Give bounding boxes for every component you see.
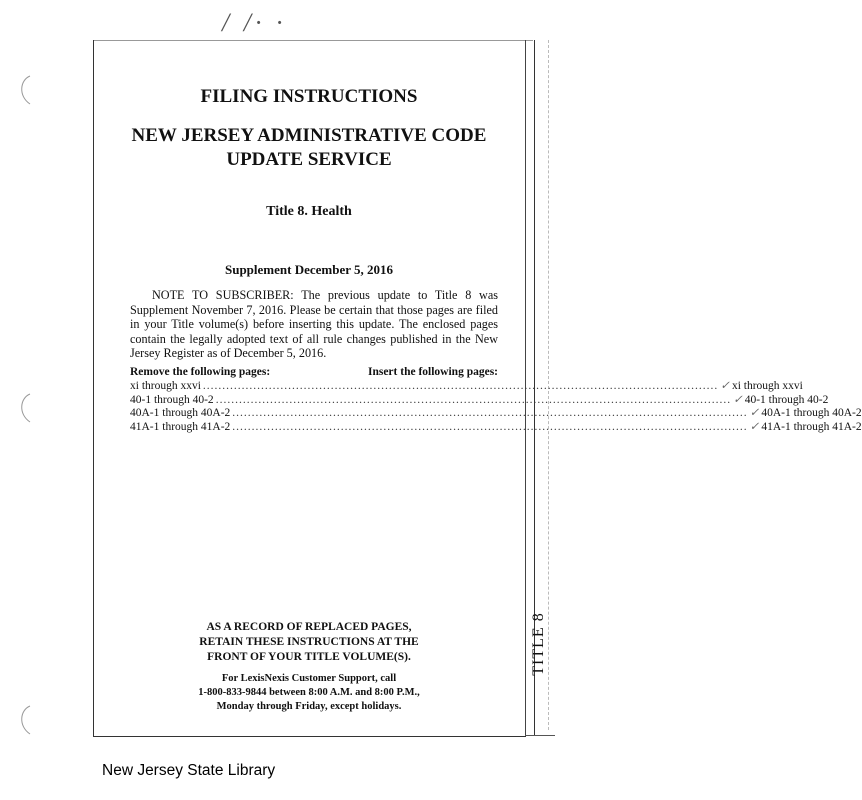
support-line1: For LexisNexis Customer Support, call — [221, 673, 397, 684]
table-row — [130, 420, 862, 435]
subject-heading: Title 8. Health — [266, 204, 352, 219]
support-line2: 1-800-833-9844 between 8:00 A.M. and 8:00 P.M., — [198, 687, 420, 698]
remove-header: Remove the following pages: — [130, 366, 271, 378]
subscriber-note: NOTE TO SUBSCRIBER: The previous update to Title 8 was Supplement November 7, 2016. Please be certain that those pages are filed in your Title volume(s) before inserting this update. The enclosed pages contain the legally adopted text of all rule changes published in the New Jersey Register as of December 5, 2016. — [130, 288, 498, 360]
pages-table-header — [130, 366, 498, 378]
punch-hole-icon — [16, 704, 38, 736]
remove-pages: 40-1 through 40-2 — [130, 393, 214, 406]
insert-pages: xi through xxvi — [731, 380, 803, 392]
check-mark-icon: ✓ — [749, 407, 760, 419]
support-line3: Monday through Friday, except holidays. — [216, 701, 402, 712]
library-watermark: New Jersey State Library — [102, 762, 276, 779]
check-mark-icon: ✓ — [733, 393, 743, 406]
customer-support-info — [93, 672, 525, 714]
leader-dots: ..................................................................................................................................... — [232, 407, 748, 419]
handwritten-mark: / /· · — [222, 8, 287, 37]
document-title: FILING INSTRUCTIONS — [200, 86, 418, 107]
supplement-date: Supplement December 5, 2016 — [224, 262, 394, 277]
table-row — [130, 407, 862, 421]
remove-pages: 41A-1 through 41A-2 — [130, 420, 231, 433]
punch-hole-icon — [16, 74, 38, 106]
code-title-line2: UPDATE SERVICE — [226, 149, 392, 170]
table-row — [130, 393, 829, 408]
table-row — [130, 380, 803, 394]
insert-pages: 40A-1 through 40A-2 — [761, 407, 862, 419]
leader-dots: ..................................................................................................................................... — [202, 380, 719, 392]
record-notice — [93, 620, 525, 665]
insert-header: Insert the following pages: — [367, 366, 498, 378]
code-title-line1: NEW JERSEY ADMINISTRATIVE CODE — [131, 125, 487, 146]
check-mark-icon: ✓ — [720, 380, 730, 392]
record-line2: RETAIN THESE INSTRUCTIONS AT THE — [199, 636, 419, 648]
record-line1: AS A RECORD OF REPLACED PAGES, — [206, 621, 412, 633]
code-title — [93, 124, 525, 172]
insert-pages: 41A-1 through 41A-2 — [761, 420, 862, 433]
bottom-edge-line — [525, 735, 555, 736]
punch-hole-icon — [16, 392, 38, 424]
remove-pages: 40A-1 through 40A-2 — [130, 407, 231, 419]
remove-pages: xi through xxvi — [130, 380, 201, 392]
title-tab-label: TITLE 8 — [530, 612, 547, 676]
check-mark-icon: ✓ — [749, 420, 760, 433]
insert-pages: 40-1 through 40-2 — [744, 393, 829, 406]
record-line3: FRONT OF YOUR TITLE VOLUME(S). — [207, 651, 411, 663]
leader-dots: ..................................................................................................................................... — [215, 393, 732, 406]
pages-table — [130, 380, 862, 434]
leader-dots: ..................................................................................................................................... — [232, 420, 748, 433]
